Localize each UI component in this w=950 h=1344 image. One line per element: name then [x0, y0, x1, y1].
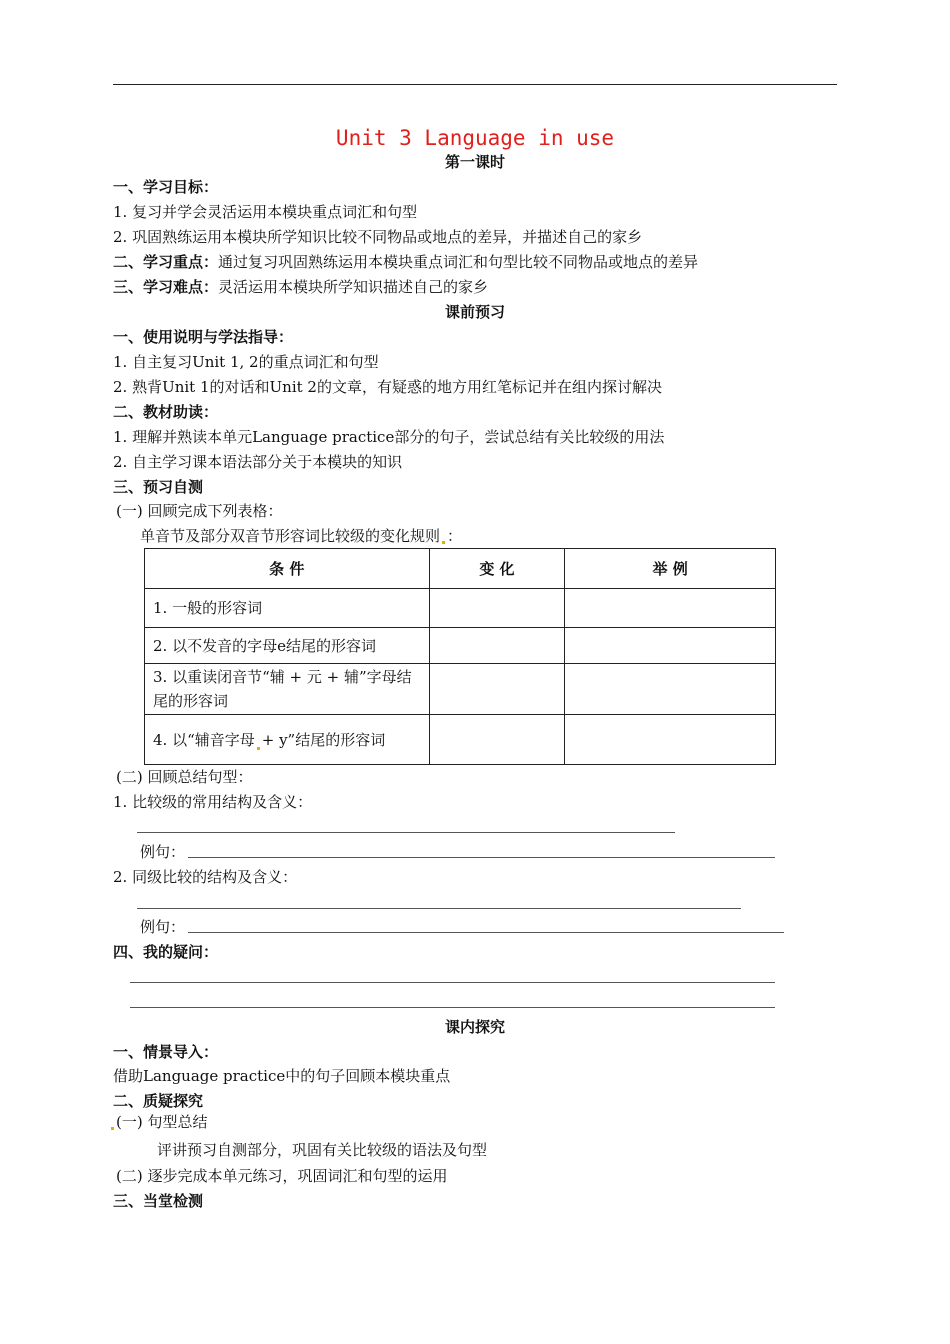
condition-cell: 1. 一般的形容词	[145, 589, 430, 628]
difficulties-label: 三、学习难点：	[113, 278, 219, 296]
difficulties-line	[113, 277, 488, 297]
table-instruction: (一) 回顾完成下列表格：	[116, 502, 283, 520]
change-cell[interactable]	[429, 715, 565, 765]
comparative-rules-table	[144, 548, 776, 765]
scene-heading: 一、情景导入：	[113, 1043, 219, 1061]
usage-item: 1. 自主复习Unit 1, 2的重点词汇和句型	[113, 353, 379, 371]
preview-heading: 课前预习	[444, 303, 505, 321]
key-points-text: 通过复习巩固熟练运用本模块重点词汇和句型比较不同物品或地点的差异	[218, 253, 699, 271]
answer-line[interactable]	[137, 832, 675, 833]
example-line[interactable]	[188, 932, 784, 933]
example-line[interactable]	[188, 857, 775, 858]
example-cell[interactable]	[565, 628, 776, 664]
header-condition: 条 件	[145, 549, 430, 589]
explore-sub1: (一) 句型总结	[116, 1113, 208, 1131]
key-points-label: 二、学习重点：	[113, 253, 219, 271]
objectives-heading: 一、学习目标：	[113, 178, 219, 196]
table-caption: 单音节及部分双音节形容词比较级的变化规则	[140, 527, 441, 545]
condition-text-b: + y”结尾的形容词	[261, 730, 386, 749]
objective-item: 2. 巩固熟练运用本模块所学知识比较不同物品或地点的差异，并描述自己的家乡	[113, 228, 643, 246]
question-item: 2. 同级比较的结构及含义：	[113, 868, 298, 886]
textbook-item: 2. 自主学习课本语法部分关于本模块的知识	[113, 453, 403, 471]
example-cell[interactable]	[565, 715, 776, 765]
change-cell[interactable]	[429, 628, 565, 664]
usage-heading: 一、使用说明与学法指导：	[113, 328, 294, 346]
textbook-heading: 二、教材助读：	[113, 403, 219, 421]
header-rule	[113, 84, 837, 85]
example-cell[interactable]	[565, 664, 776, 715]
table-row	[145, 628, 776, 664]
sentence-review-heading: (二) 回顾总结句型：	[116, 768, 253, 786]
mark-dot	[442, 541, 445, 544]
document-title: Unit 3 Language in use	[335, 126, 615, 150]
inclass-heading: 课内探究	[444, 1018, 505, 1036]
question-line[interactable]	[130, 1007, 775, 1008]
question-line[interactable]	[130, 982, 775, 983]
change-cell[interactable]	[429, 664, 565, 715]
header-example: 举 例	[565, 549, 776, 589]
scene-text: 借助Language practice中的句子回顾本模块重点	[113, 1067, 451, 1085]
answer-line[interactable]	[137, 908, 741, 909]
table-row	[145, 715, 776, 765]
table-row	[145, 664, 776, 715]
lesson-label: 第一课时	[444, 153, 505, 171]
change-cell[interactable]	[429, 589, 565, 628]
usage-item: 2. 熟背Unit 1的对话和Unit 2的文章，有疑惑的地方用红笔标记并在组内探讨解决	[113, 378, 662, 396]
explore-sub1-line	[111, 1112, 207, 1132]
condition-cell	[145, 715, 430, 765]
condition-cell: 3. 以重读闭音节“辅 + 元 + 辅”字母结尾的形容词	[145, 664, 430, 715]
textbook-item: 1. 理解并熟读本单元Language practice部分的句子，尝试总结有关比较级的用法	[113, 428, 665, 446]
questions-heading: 四、我的疑问：	[113, 943, 219, 961]
selftest-heading: 三、预习自测	[113, 478, 204, 496]
explore-sub1-text: 评讲预习自测部分，巩固有关比较级的语法及句型	[157, 1141, 488, 1159]
key-points-line	[113, 252, 698, 272]
condition-text-a: 4. 以“辅音字母	[153, 730, 255, 749]
example-label: 例句：	[140, 918, 186, 936]
table-header-row	[145, 549, 776, 589]
table-caption-line	[140, 526, 462, 546]
difficulties-text: 灵活运用本模块所学知识描述自己的家乡	[218, 278, 489, 296]
objective-item: 1. 复习并学会灵活运用本模块重点词汇和句型	[113, 203, 418, 221]
condition-cell: 2. 以不发音的字母e结尾的形容词	[145, 628, 430, 664]
table-row	[145, 589, 776, 628]
table-caption-end: ：	[447, 527, 463, 545]
example-cell[interactable]	[565, 589, 776, 628]
mark-dot	[257, 747, 260, 750]
explore-sub2: (二) 逐步完成本单元练习，巩固词汇和句型的运用	[116, 1167, 448, 1185]
explore-heading: 二、质疑探究	[113, 1092, 204, 1110]
question-item: 1. 比较级的常用结构及含义：	[113, 793, 313, 811]
header-change: 变 化	[429, 549, 565, 589]
check-heading: 三、当堂检测	[113, 1192, 204, 1210]
example-label: 例句：	[140, 843, 186, 861]
mark-dot	[111, 1127, 114, 1130]
